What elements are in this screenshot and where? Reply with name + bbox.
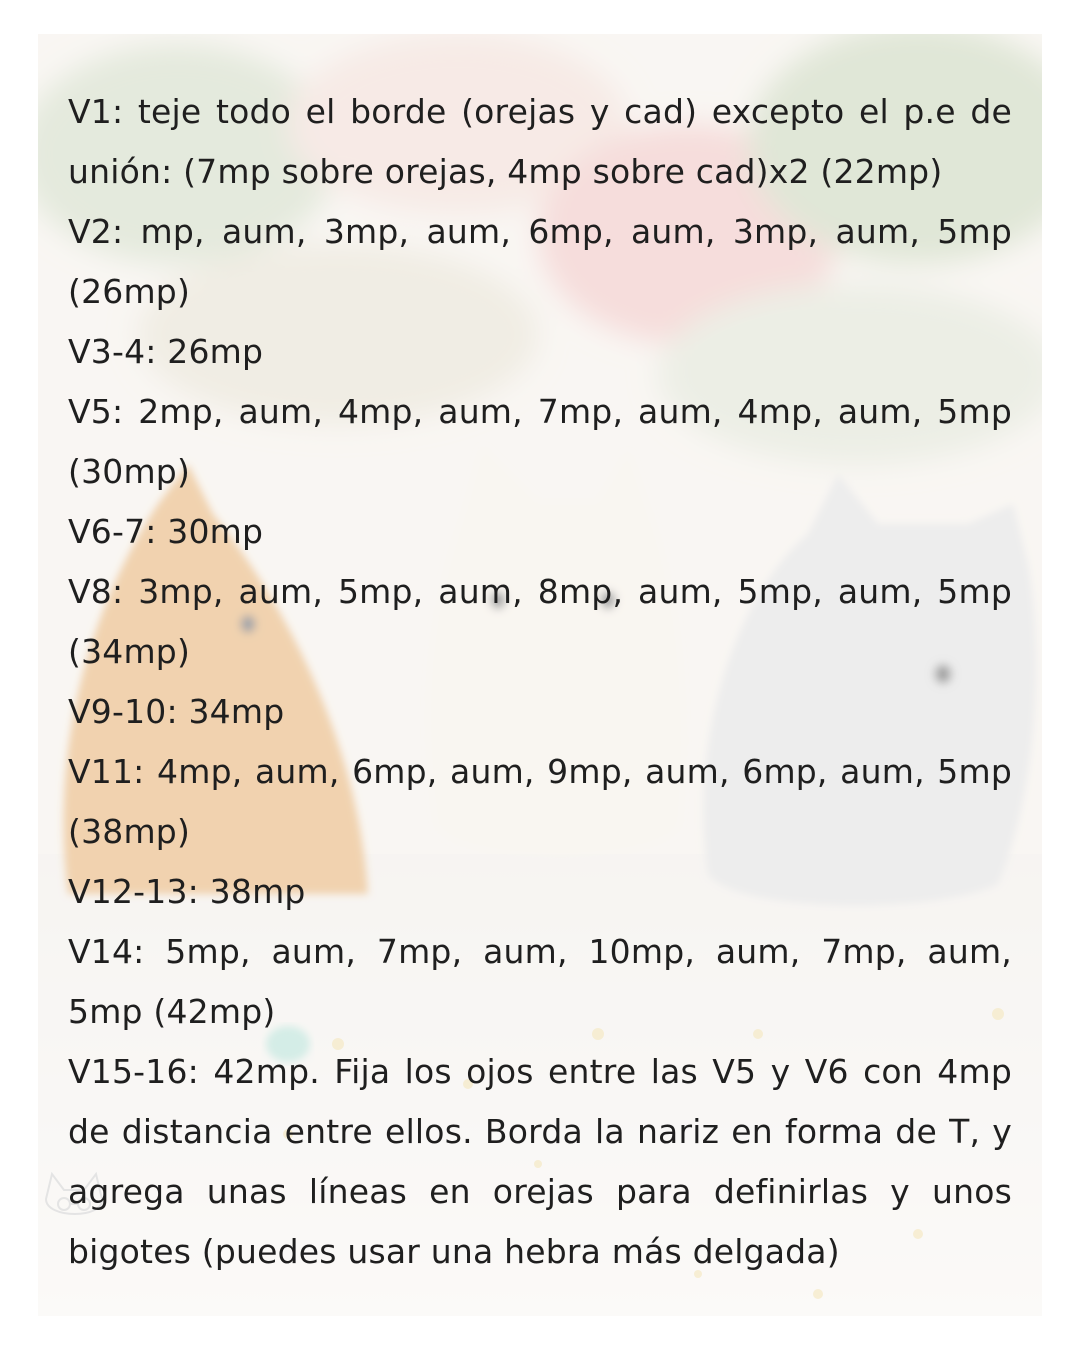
pattern-row: V3-4: 26mp [68, 332, 264, 371]
pattern-row: V8: 3mp, aum, 5mp, aum, 8mp, aum, 5mp, aum, 5mp (34mp) [68, 572, 1012, 671]
pattern-row: V2: mp, aum, 3mp, aum, 6mp, aum, 3mp, aum, 5mp (26mp) [68, 212, 1012, 311]
pattern-text [68, 82, 1012, 1282]
pattern-card [38, 34, 1042, 1316]
pattern-row: V6-7: 30mp [68, 512, 264, 551]
pattern-row: V1: teje todo el borde (orejas y cad) excepto el p.e de unión: (7mp sobre orejas, 4mp sobre cad)x2 (22mp) [68, 92, 1012, 191]
pattern-row: V14: 5mp, aum, 7mp, aum, 10mp, aum, 7mp, aum, 5mp (42mp) [68, 932, 1012, 1031]
pattern-row: V5: 2mp, aum, 4mp, aum, 7mp, aum, 4mp, aum, 5mp (30mp) [68, 392, 1012, 491]
pattern-row: V11: 4mp, aum, 6mp, aum, 9mp, aum, 6mp, aum, 5mp (38mp) [68, 752, 1012, 851]
pattern-row: V12-13: 38mp [68, 872, 306, 911]
pattern-row: V9-10: 34mp [68, 692, 285, 731]
pattern-row: V15-16: 42mp. Fija los ojos entre las V5 y V6 con 4mp de distancia entre ellos. Borda la nariz en forma de T, y agrega unas líneas en orejas para definirlas y unos bigotes (puedes usar una hebra más delgada) [68, 1052, 1012, 1271]
